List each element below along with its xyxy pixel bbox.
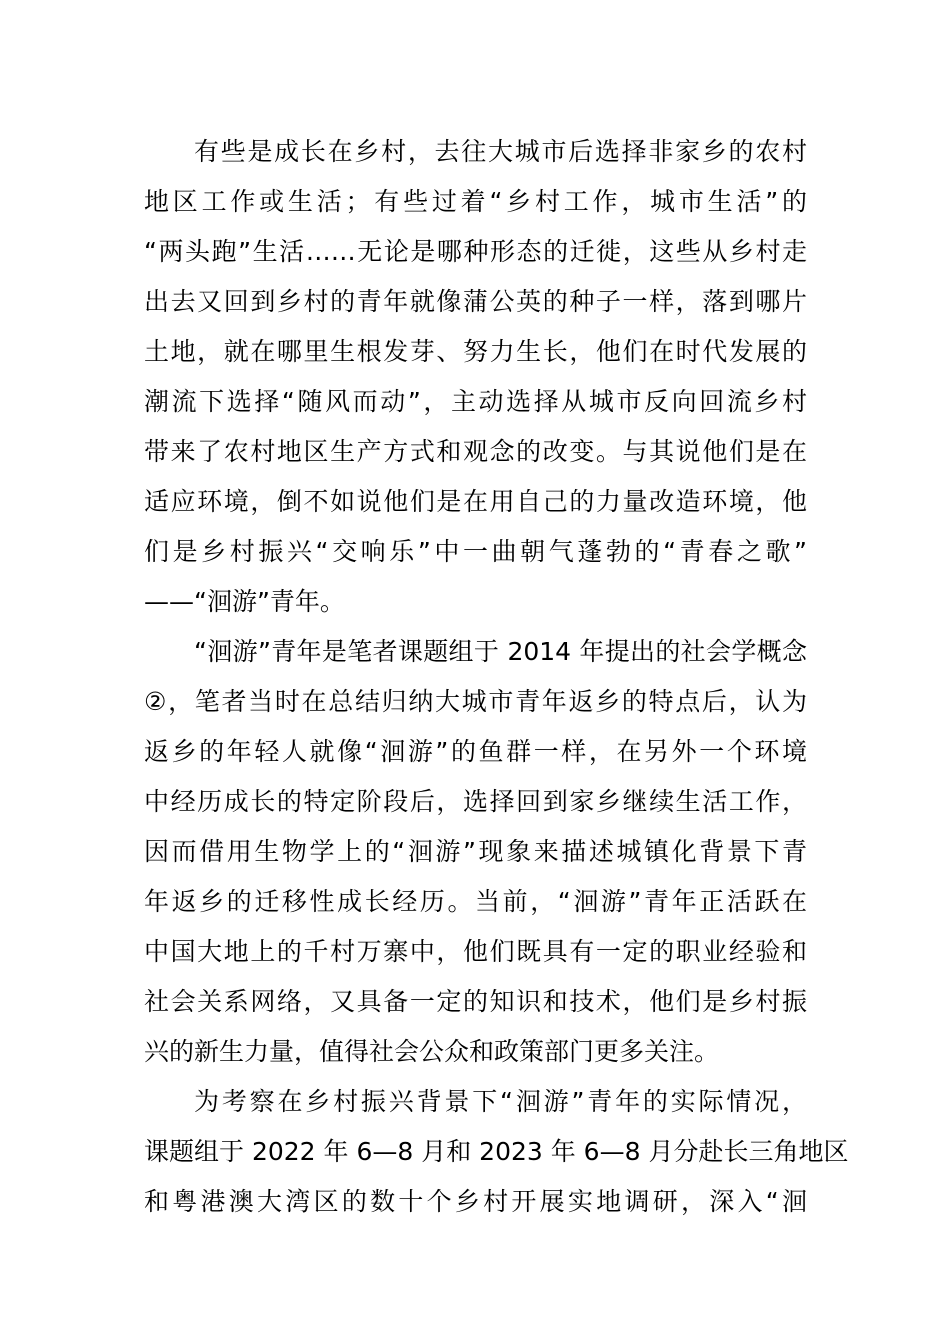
text-line: 带来了农村地区生产方式和观念的改变。与其说他们是在 [144,437,807,466]
text-line: 因而借用生物学上的“洄游”现象来描述城镇化背景下青 [144,837,807,866]
text-line: ——“洄游”青年。 [144,587,345,616]
text-line: 出去又回到乡村的青年就像蒲公英的种子一样，落到哪片 [144,287,807,316]
text-line: 返乡的年轻人就像“洄游”的鱼群一样，在另外一个环境 [144,737,807,766]
text-line: “两头跑”生活……无论是哪种形态的迁徙，这些从乡村走 [144,237,807,266]
body-text [144,127,849,1227]
text-line: ②，笔者当时在总结归纳大城市青年返乡的特点后，认为 [144,687,807,716]
text-line: 中经历成长的特定阶段后，选择回到家乡继续生活工作， [144,787,807,816]
text-line: 有些是成长在乡村，去往大城市后选择非家乡的农村 [194,137,807,166]
text-line: 年返乡的迁移性成长经历。当前，“洄游”青年正活跃在 [144,887,807,916]
text-line: 为考察在乡村振兴背景下“洄游”青年的实际情况， [194,1087,807,1116]
text-line: 们是乡村振兴“交响乐”中一曲朝气蓬勃的“青春之歌” [144,537,807,566]
text-line: 课题组于 2022 年 6—8 月和 2023 年 6—8 月分赴长三角地区 [144,1137,849,1166]
text-line: 适应环境，倒不如说他们是在用自己的力量改造环境，他 [144,487,807,516]
text-line: 兴的新生力量，值得社会公众和政策部门更多关注。 [144,1037,720,1066]
text-line: 潮流下选择“随风而动”，主动选择从城市反向回流乡村 [144,387,807,416]
text-line: 地区工作或生活；有些过着“乡村工作，城市生活”的 [144,187,807,216]
text-line: 土地，就在哪里生根发芽、努力生长，他们在时代发展的 [144,337,807,366]
text-line: 社会关系网络，又具备一定的知识和技术，他们是乡村振 [144,987,807,1016]
text-line: “洄游”青年是笔者课题组于 2014 年提出的社会学概念 [194,637,807,666]
text-line: 和粤港澳大湾区的数十个乡村开展实地调研，深入“洄 [144,1187,807,1216]
text-line: 中国大地上的千村万寨中，他们既具有一定的职业经验和 [144,937,807,966]
